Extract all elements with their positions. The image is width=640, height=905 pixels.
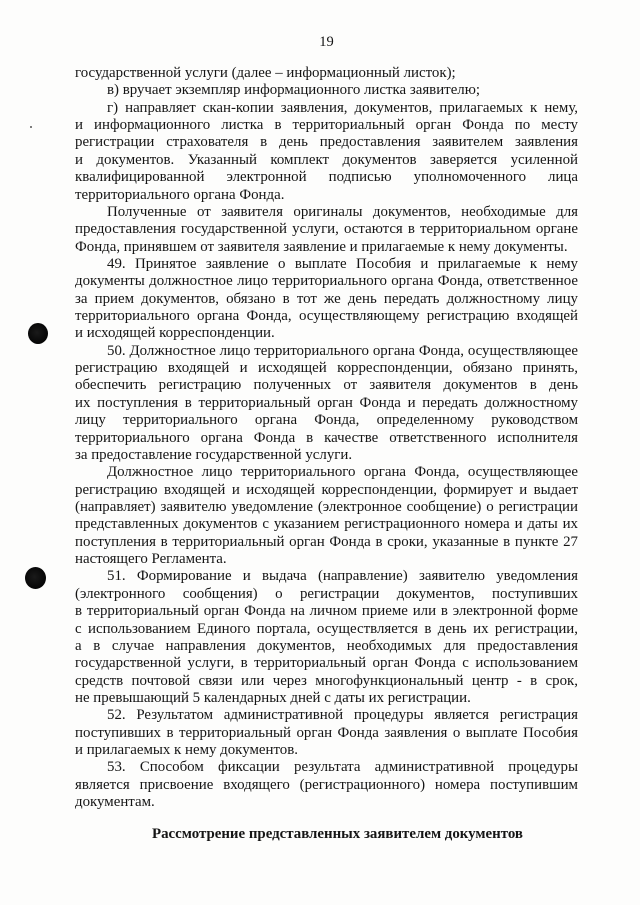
line bbox=[75, 325, 578, 342]
line-text: и информационного листка в территориальный орган Фонда по месту bbox=[75, 117, 578, 134]
line bbox=[75, 239, 578, 256]
line bbox=[75, 395, 578, 412]
line-text: Должностное лицо территориального органа Фонда, осуществляющее bbox=[107, 464, 578, 481]
paragraph bbox=[75, 568, 578, 707]
paragraph bbox=[75, 759, 578, 811]
line bbox=[75, 169, 578, 186]
paragraph bbox=[75, 343, 578, 465]
line bbox=[75, 82, 578, 99]
line-text: не превышающий 5 календарных дней с даты их регистрации. bbox=[75, 689, 471, 706]
line-text: государственной услуги (далее – информационный листок); bbox=[75, 65, 456, 81]
line-text: г) направляет скан-копии заявления, документов, прилагаемых к нему, bbox=[107, 99, 578, 116]
line-text: территориального органа Фонда в качестве ответственного исполнителя bbox=[75, 429, 578, 446]
line bbox=[75, 673, 578, 690]
page-number: 19 bbox=[319, 34, 334, 50]
line-text: квалифицированной электронной подписью уполномоченного лица bbox=[75, 169, 578, 186]
line bbox=[75, 568, 578, 585]
line-text: настоящего Регламента. bbox=[75, 551, 227, 568]
line bbox=[75, 621, 578, 638]
document-body bbox=[75, 65, 578, 811]
line-text: за предоставление государственной услуги. bbox=[75, 446, 353, 463]
line bbox=[75, 187, 578, 204]
line bbox=[75, 152, 578, 169]
line bbox=[75, 134, 578, 151]
line-text: и документов. Указанный комплект документов заверяется усиленной bbox=[75, 151, 578, 168]
line bbox=[75, 794, 578, 811]
line bbox=[75, 117, 578, 134]
line-text: представленных документов с указанием регистрационного номера и даты их bbox=[75, 516, 578, 533]
line bbox=[75, 742, 578, 759]
line bbox=[75, 430, 578, 447]
line bbox=[75, 586, 578, 603]
line bbox=[75, 447, 578, 464]
line-text: регистрации страхователя в день предоставления заявителем заявления bbox=[75, 134, 578, 151]
line-text: в территориальный орган Фонда на личном приеме или в электронной форме bbox=[75, 603, 578, 620]
line-text: документы должностное лицо территориального органа Фонда, ответственное bbox=[75, 273, 578, 290]
line bbox=[75, 638, 578, 655]
line-text: Полученные от заявителя оригиналы документов, необходимые для bbox=[107, 203, 578, 220]
line-text: обеспечить регистрацию полученных от заявителя документов в день bbox=[75, 377, 578, 394]
line-text: в) вручает экземпляр информационного листка заявителю; bbox=[107, 82, 480, 99]
line-text: с использованием Единого портала, осуществляется в день их регистрации, bbox=[75, 620, 578, 637]
line bbox=[75, 343, 578, 360]
paragraph bbox=[75, 82, 578, 99]
line bbox=[75, 65, 578, 82]
line-text: документам. bbox=[75, 794, 155, 811]
paragraph bbox=[75, 256, 578, 343]
line bbox=[75, 725, 578, 742]
line bbox=[75, 777, 578, 794]
line-text: предоставления государственной услуги, остаются в территориальном органе bbox=[75, 221, 578, 238]
line bbox=[75, 291, 578, 308]
line-text: лицу территориального органа Фонда, определенному руководством bbox=[75, 412, 578, 429]
line bbox=[75, 759, 578, 776]
line-text: а в случае направления документов, необходимых для предоставления bbox=[75, 637, 578, 654]
punch-hole bbox=[25, 567, 46, 589]
line-text: 53. Способом фиксации результата административной процедуры bbox=[107, 759, 578, 776]
line bbox=[75, 482, 578, 499]
line bbox=[75, 464, 578, 481]
line-text: и прилагаемых к нему документов. bbox=[75, 742, 298, 759]
line bbox=[75, 360, 578, 377]
line bbox=[75, 707, 578, 724]
paragraph bbox=[75, 100, 578, 204]
line-text: средств почтовой связи или через многофункциональный центр - в срок, bbox=[75, 672, 578, 689]
line-text: (электронного сообщения) о регистрации документов, поступивших bbox=[75, 585, 578, 602]
line-text: за прием документов, обязано в тот же день передать должностному лицу bbox=[75, 290, 578, 307]
line-text: и исходящей корреспонденции. bbox=[75, 325, 275, 342]
line-text: территориального органа Фонда, осуществляющему регистрацию входящей bbox=[75, 308, 578, 325]
line bbox=[75, 377, 578, 394]
line-text: 49. Принятое заявление о выплате Пособия и прилагаемые к нему bbox=[107, 255, 578, 272]
line bbox=[75, 551, 578, 568]
paragraph bbox=[75, 464, 578, 568]
line bbox=[75, 100, 578, 117]
line bbox=[75, 256, 578, 273]
line bbox=[75, 204, 578, 221]
section-heading: Рассмотрение представленных заявителем документов bbox=[152, 826, 523, 842]
line-text: регистрацию входящей и исходящей корреспонденции, формирует и выдает bbox=[75, 481, 578, 498]
line bbox=[75, 603, 578, 620]
line bbox=[75, 221, 578, 238]
paragraph bbox=[75, 65, 578, 82]
line-text: 50. Должностное лицо территориального органа Фонда, осуществляющее bbox=[107, 342, 578, 359]
line-text: государственной услуги, в территориальный орган Фонда с использованием bbox=[75, 655, 578, 672]
line-text: регистрацию входящей и исходящей корреспонденции, обязано принять, bbox=[75, 360, 578, 377]
line bbox=[75, 412, 578, 429]
line-text: территориального органа Фонда. bbox=[75, 186, 285, 203]
line bbox=[75, 516, 578, 533]
line bbox=[75, 273, 578, 290]
line-text: 52. Результатом административной процедуры является регистрация bbox=[107, 707, 578, 724]
line-text: (направляет) заявителю уведомление (электронное сообщение) о регистрации bbox=[75, 498, 578, 515]
paragraph bbox=[75, 707, 578, 759]
scan-speck bbox=[30, 126, 32, 128]
line bbox=[75, 534, 578, 551]
line-text: 51. Формирование и выдача (направление) заявителю уведомления bbox=[107, 568, 578, 585]
line-text: их поступления в территориальный орган Фонда и передать должностному bbox=[75, 394, 578, 411]
line-text: поступления в территориальный орган Фонда в сроки, указанные в пункте 27 bbox=[75, 533, 578, 550]
punch-hole bbox=[28, 323, 48, 344]
line-text: поступивших в территориальный орган Фонда заявления о выплате Пособия bbox=[75, 724, 578, 741]
paragraph bbox=[75, 204, 578, 256]
line bbox=[75, 655, 578, 672]
line-text: Фонда, принявшем от заявителя заявление и прилагаемые к нему документы. bbox=[75, 238, 568, 255]
line bbox=[75, 499, 578, 516]
line-text: является присвоение входящего (регистрационного) номера поступившим bbox=[75, 776, 578, 793]
line bbox=[75, 690, 578, 707]
line bbox=[75, 308, 578, 325]
